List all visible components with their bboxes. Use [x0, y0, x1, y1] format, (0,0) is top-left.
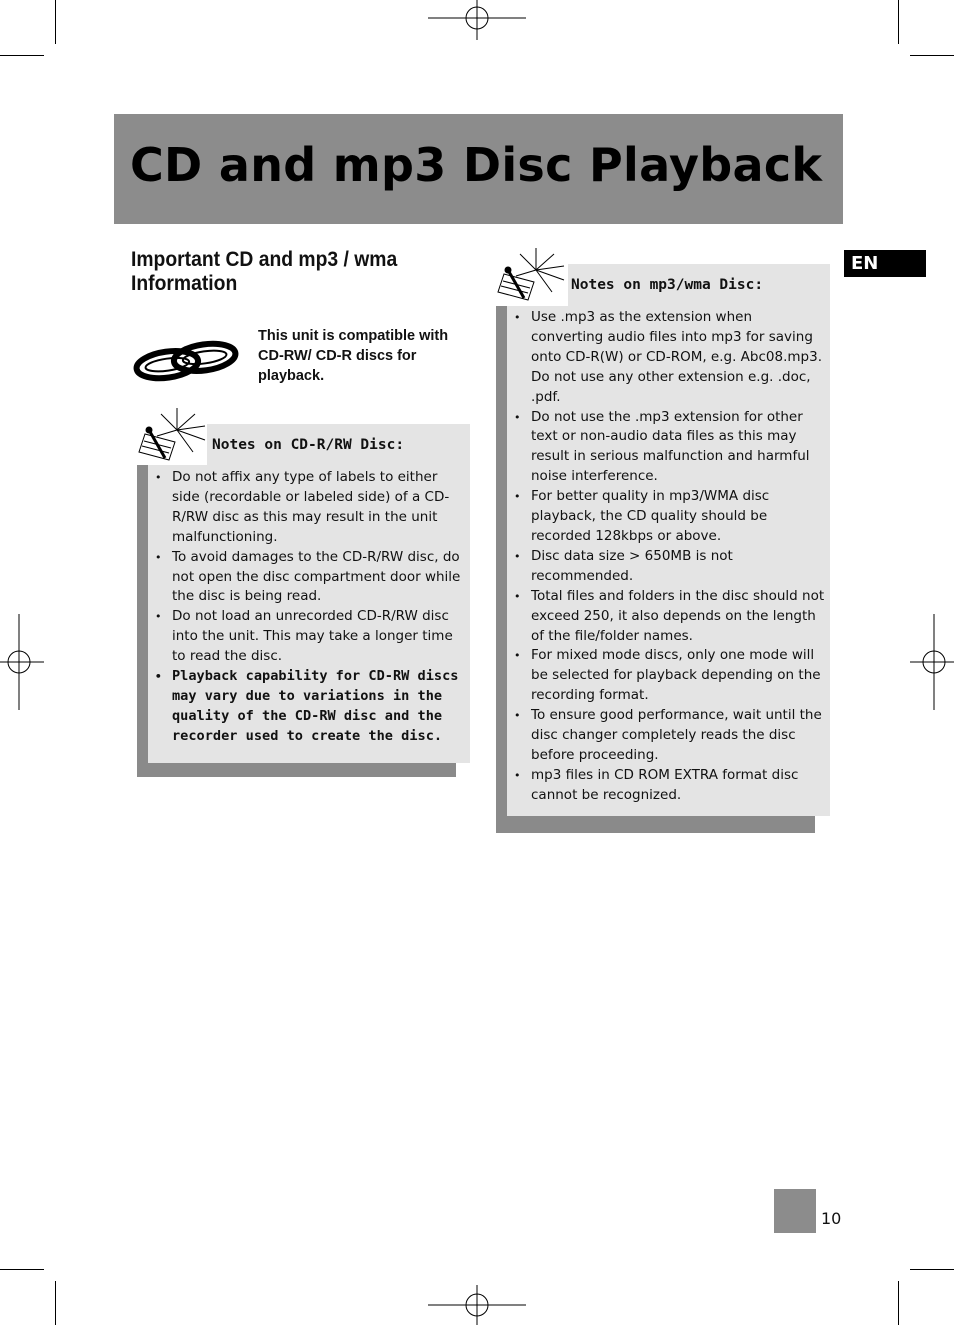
list-item: • Total files and folders in the disc should not exceed 250, it also depends on the length of the file/folder names. [513, 587, 825, 647]
note-pen-icon [135, 408, 209, 466]
list-item: • Do not use the .mp3 extension for other text or non-audio data files as this may result in serious malfunction and harmful noise interference. [513, 408, 825, 488]
compatibility-note: This unit is compatible with CD-RW/ CD-R discs for playback. [258, 328, 449, 384]
page-number: 10 [821, 1209, 842, 1228]
registration-mark [428, 1285, 526, 1325]
list-item: • Do not affix any type of labels to either side (recordable or labeled side) of a CD-R/RW disc as this may result in the unit malfunctioning. [154, 468, 464, 548]
note-pen-icon [494, 248, 568, 306]
list-item: • For mixed mode discs, only one mode will be selected for playback depending on the recording format. [513, 646, 825, 706]
crop-mark [910, 55, 954, 56]
list-item: • Disc data size > 650MB is not recommended. [513, 547, 825, 587]
language-tab: EN [844, 250, 926, 277]
cd-notes-title: Notes on CD-R/RW Disc: [212, 437, 405, 453]
registration-mark [0, 614, 44, 710]
list-item: • mp3 files in CD ROM EXTRA format disc cannot be recognized. [513, 766, 825, 806]
section-heading [131, 248, 435, 296]
list-item: • Playback capability for CD-RW discs may vary due to variations in the quality of the CD-RW disc and the recorder used to create the disc. [154, 667, 464, 747]
title-banner [114, 114, 843, 224]
list-item: • Use .mp3 as the extension when converting audio files into mp3 for saving onto CD-R(W) or CD-ROM, e.g. Abc08.mp3. Do not use any other extension e.g. .doc, .pdf. [513, 308, 825, 408]
crop-mark [55, 1281, 56, 1325]
list-item: • To avoid damages to the CD-R/RW disc, do not open the disc compartment door while the disc is being read. [154, 548, 464, 608]
list-item: • For better quality in mp3/WMA disc playback, the CD quality should be recorded 128kbps or above. [513, 487, 825, 547]
crop-mark [0, 55, 44, 56]
mp3-notes-list [513, 308, 825, 806]
registration-mark [428, 0, 526, 40]
section-heading-line: Information [131, 272, 238, 295]
crop-mark [910, 1269, 954, 1270]
section-heading-line: Important CD and mp3 / wma [131, 248, 398, 271]
list-item: • To ensure good performance, wait until the disc changer completely reads the disc before proceeding. [513, 706, 825, 766]
cd-notes-list [154, 468, 464, 747]
crop-mark [898, 1281, 899, 1325]
rw-disc-logo-icon [131, 340, 241, 382]
crop-mark [898, 0, 899, 44]
mp3-notes-title: Notes on mp3/wma Disc: [571, 277, 764, 293]
crop-mark [55, 0, 56, 44]
list-item: • Do not load an unrecorded CD-R/RW disc into the unit. This may take a longer time to read the disc. [154, 607, 464, 667]
page-number-box [774, 1189, 816, 1233]
registration-mark [910, 614, 954, 710]
page-title: CD and mp3 Disc Playback [130, 138, 823, 192]
crop-mark [0, 1269, 44, 1270]
